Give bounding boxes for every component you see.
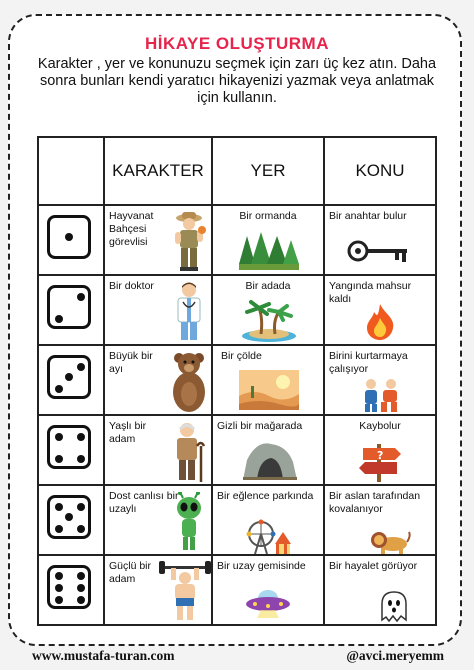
karakter-cell: [104, 485, 212, 555]
die-four-icon: [47, 425, 91, 469]
konu-cell: [324, 205, 436, 275]
konu-cell: [324, 415, 436, 485]
konu-text: Kaybolur: [359, 420, 401, 432]
die-cell: [38, 205, 104, 275]
header-karakter: KARAKTER: [104, 137, 212, 205]
desert-icon: [239, 370, 299, 410]
karakter-text: Bir doktor: [109, 280, 154, 292]
yer-cell: [212, 555, 324, 625]
konu-cell: [324, 555, 436, 625]
yer-cell: [212, 485, 324, 555]
die-six-icon: [47, 565, 91, 609]
table-row: [38, 485, 436, 555]
doctor-icon: [171, 280, 207, 344]
karakter-cell: [104, 345, 212, 415]
die-cell: [38, 275, 104, 345]
die-cell: [38, 555, 104, 625]
die-cell: [38, 415, 104, 485]
yer-cell: [212, 345, 324, 415]
konu-text: Bir anahtar bulur: [329, 210, 407, 222]
forest-icon: [239, 232, 299, 270]
zookeeper-icon: [171, 210, 207, 274]
die-cell: [38, 345, 104, 415]
bear-icon: [171, 350, 207, 412]
alien-icon: [173, 492, 205, 552]
cave-icon: [243, 440, 297, 480]
table-row: [38, 205, 436, 275]
rescue-icon: [361, 378, 401, 412]
konu-text: Birini kurtarmaya çalışıyor: [329, 350, 408, 375]
konu-text: Bir aslan tarafından kovalanıyor: [329, 490, 421, 515]
header-yer: YER: [212, 137, 324, 205]
yer-text: Bir uzay gemisinde: [217, 560, 306, 572]
intro-text: Karakter , yer ve konunuzu seçmek için zarı üç kez atın. Daha sonra bunları kendi yaratıcı hikayenizi yazmak veya anlatmak için kullanın.: [37, 56, 437, 106]
karakter-cell: [104, 275, 212, 345]
die-one-icon: [47, 215, 91, 259]
footer-handle: @avci.meryemm: [346, 648, 444, 663]
konu-cell: [324, 345, 436, 415]
karakter-cell: [104, 555, 212, 625]
die-two-icon: [47, 285, 91, 329]
svg-text:?: ?: [377, 449, 384, 462]
yer-cell: [212, 275, 324, 345]
header-empty: [38, 137, 104, 205]
yer-cell: [212, 415, 324, 485]
lion-icon: [371, 530, 411, 555]
old-man-icon: [169, 420, 207, 484]
yer-cell: [212, 205, 324, 275]
ufo-icon: [245, 588, 291, 618]
table-row: [38, 275, 436, 345]
strongman-icon: [159, 560, 211, 622]
yer-text: Bir adada: [245, 280, 291, 292]
yer-text: Gizli bir mağarada: [217, 420, 303, 432]
die-cell: [38, 485, 104, 555]
island-icon: [241, 298, 297, 342]
karakter-text: Büyük bir ayı: [109, 350, 153, 375]
header-konu: KONU: [324, 137, 436, 205]
ghost-icon: [379, 590, 409, 624]
karakter-cell: [104, 415, 212, 485]
konu-text: Yangında mahsur kaldı: [329, 280, 412, 305]
page-title: HİKAYE OLUŞTURMA: [145, 34, 329, 53]
karakter-text: Hayvanat Bahçesi görevlisi: [109, 210, 154, 248]
karakter-cell: [104, 205, 212, 275]
table-row: [38, 415, 436, 485]
signpost-icon: [357, 438, 403, 482]
karakter-text: Dost canlısı bir uzaylı: [109, 490, 179, 515]
karakter-text: Güçlü bir adam: [109, 560, 152, 585]
yer-text: Bir ormanda: [239, 210, 297, 222]
konu-cell: [324, 275, 436, 345]
die-three-icon: [47, 355, 91, 399]
header-row: [38, 137, 436, 205]
fire-icon: [363, 304, 397, 340]
konu-text: Bir hayalet görüyor: [329, 560, 418, 572]
table-row: [38, 555, 436, 625]
key-icon: [347, 238, 411, 264]
table-row: [38, 345, 436, 415]
yer-text: Bir çölde: [221, 350, 262, 362]
story-table: [37, 136, 437, 626]
yer-text: Bir eğlence parkında: [217, 490, 314, 502]
konu-cell: [324, 485, 436, 555]
karakter-text: Yaşlı bir adam: [109, 420, 147, 445]
die-five-icon: [47, 495, 91, 539]
amusement-park-icon: [243, 518, 299, 555]
footer-website: www.mustafa-turan.com: [32, 648, 175, 663]
